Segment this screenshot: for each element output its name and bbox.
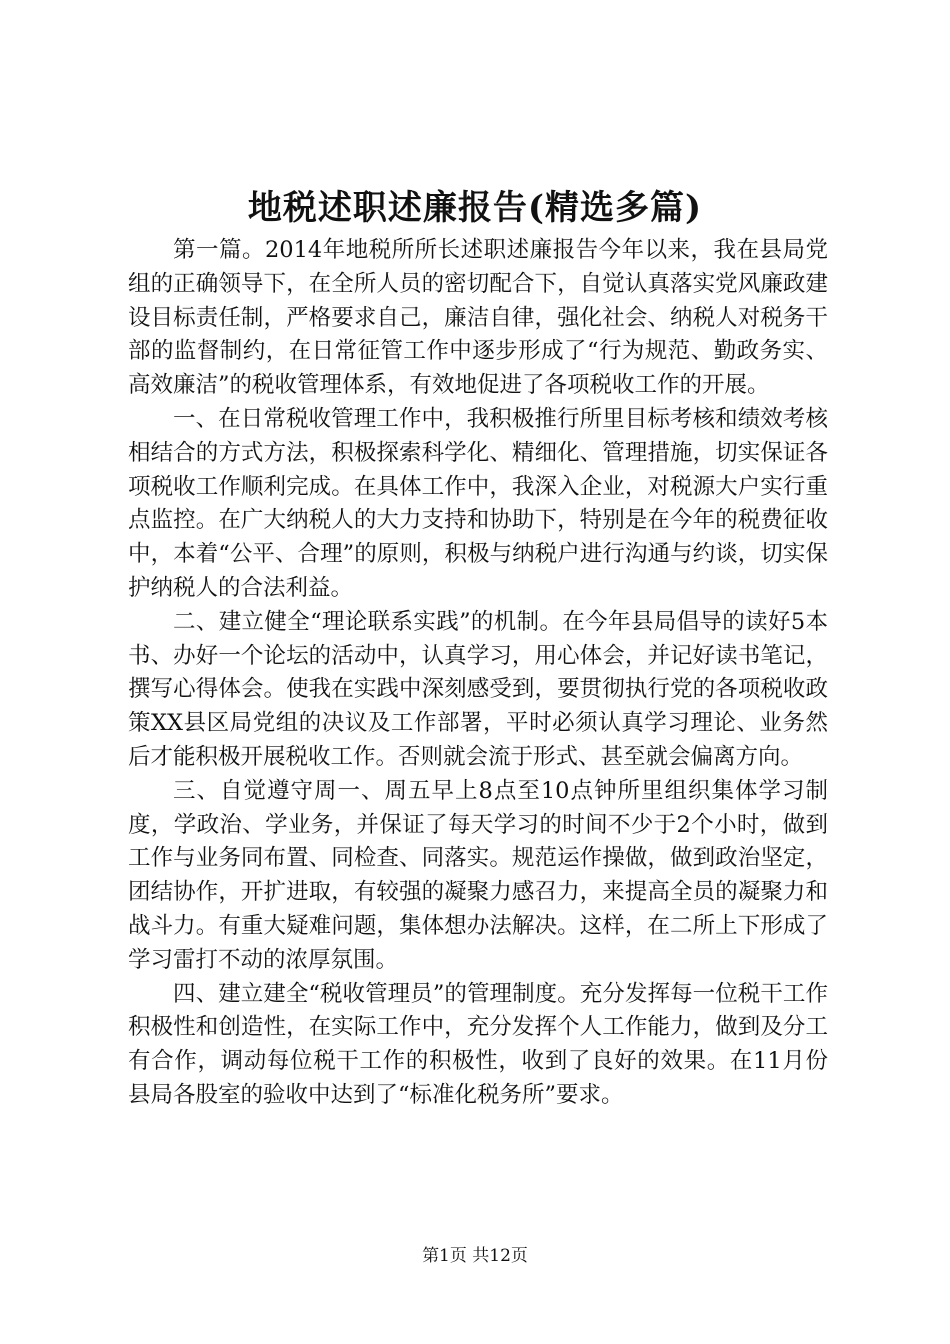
page-number-footer: 第1页 共12页	[422, 1246, 528, 1266]
paragraph-intro: 第一篇。2014年地税所所长述职述廉报告今年以来，我在县局党组的正确领导下，在全所人员的密切配合下，自觉认真落实党风廉政建设目标责任制，严格要求自己，廉洁自律，强化社会、纳税人对税务干部的监督制约，在日常征管工作中逐步形成了“行为规范、勤政务实、高效廉洁”的税收管理体系，有效地促进了各项税收工作的开展。	[128, 237, 828, 399]
paragraph-section-2: 二、建立健全“理论联系实践”的机制。在今年县局倡导的读好5本书、办好一个论坛的活动中，认真学习，用心体会，并记好读书笔记，撰写心得体会。使我在实践中深刻感受到，要贯彻执行党的各项税收政策XX县区局党组的决议及工作部署，平时必须认真学习理论、业务然后才能积极开展税收工作。否则就会流于形式、甚至就会偏离方向。	[128, 608, 828, 770]
paragraph-section-4: 四、建立建全“税收管理员”的管理制度。充分发挥每一位税干工作积极性和创造性，在实际工作中，充分发挥个人工作能力，做到及分工有合作，调动每位税干工作的积极性，收到了良好的效果。在11月份县局各股室的验收中达到了“标准化税务所”要求。	[128, 980, 828, 1108]
document-body	[128, 234, 828, 1113]
document-title: 地税述职述廉报告(精选多篇)	[247, 188, 703, 228]
paragraph-section-3: 三、自觉遵守周一、周五早上8点至10点钟所里组织集体学习制度，学政治、学业务，并保证了每天学习的时间不少于2个小时，做到工作与业务同布置、同检查、同落实。规范运作操做，做到政治坚定，团结协作，开扩进取，有较强的凝聚力感召力，来提高全员的凝聚力和战斗力。有重大疑难问题，集体想办法解决。这样，在二所上下形成了学习雷打不动的浓厚氛围。	[128, 777, 828, 973]
paragraph-section-1: 一、在日常税收管理工作中，我积极推行所里目标考核和绩效考核相结合的方式方法，积极探索科学化、精细化、管理措施，切实保证各项税收工作顺利完成。在具体工作中，我深入企业，对税源大户实行重点监控。在广大纳税人的大力支持和协助下，特别是在今年的税费征收中，本着“公平、合理”的原则，积极与纳税户进行沟通与约谈，切实保护纳税人的合法利益。	[128, 405, 828, 601]
